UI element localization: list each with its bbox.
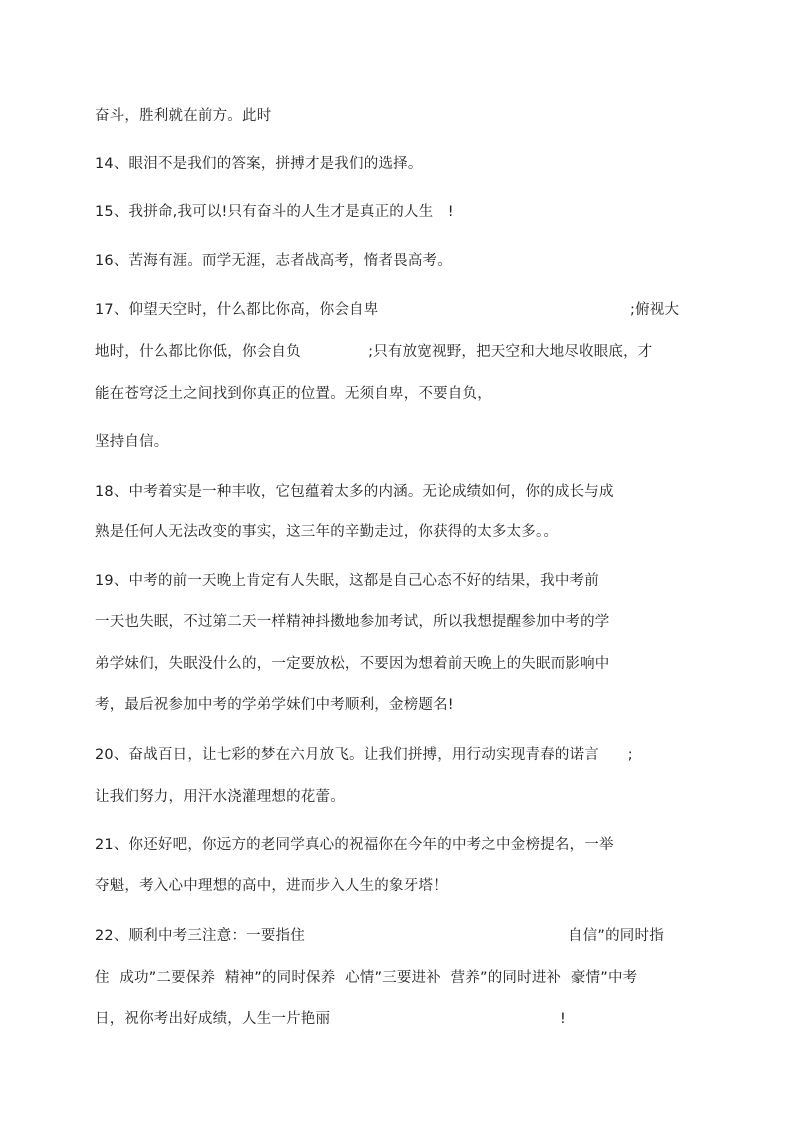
text-line-22-3: 日，祝你考出好成绩，人生一片艳丽 — [95, 1011, 331, 1027]
text-line-22-end: 自信”的同时指 — [568, 928, 664, 944]
text-line-17-3: 能在苍穹泛土之间找到你真正的位置。无须自卑，不要自负， — [95, 386, 492, 402]
text-line-20-2: 让我们努力，用汗水浇灌理想的花蕾。 — [95, 789, 345, 805]
text-line-20: 20、奋战百日，让七彩的梦在六月放飞。让我们拼搏，用行动实现青春的诺言 ; — [95, 747, 633, 763]
text-line-19-3: 弟学妹们，失眠没什么的，一定要放松，不要因为想着前天晚上的失眠而影响中 — [95, 656, 610, 672]
text-line-15: 15、我拼命,我可以!只有奋斗的人生才是真正的人生 ! — [95, 204, 454, 220]
text-line-18: 18、中考着实是一种丰收，它包蕴着太多的内涵。无论成绩如何，你的成长与成 — [95, 484, 614, 500]
text-line-22-start: 22、顺利中考三注意：一要指住 — [95, 928, 305, 944]
text-line-14: 14、眼泪不是我们的答案，拼搏才是我们的选择。 — [95, 156, 423, 172]
text-line-19-2: 一天也失眠，不过第二天一样精神抖擞地参加考试，所以我想提醒参加中考的学 — [95, 614, 610, 630]
text-line-22-3-end: ! — [560, 1011, 567, 1027]
text-line-17-start: 17、仰望天空时，什么都比你高，你会自卑 — [95, 302, 379, 318]
text-line-21: 21、你还好吧，你远方的老同学真心的祝福你在今年的中考之中金榜提名，一举 — [95, 837, 614, 853]
text-line-1: 奋斗，胜利就在前方。此时 — [95, 108, 272, 124]
text-line-22-2: 住 成功”二要保养 精神”的同时保养 心情”三要进补 营养”的同时进补 豪情”中考 — [95, 970, 638, 986]
text-line-19-4: 考，最后祝参加中考的学弟学妹们中考顺利，金榜题名! — [95, 697, 454, 713]
text-line-17-end: ;俯视大 — [630, 302, 680, 318]
text-line-19: 19、中考的前一天晚上肯定有人失眠，这都是自己心态不好的结果，我中考前 — [95, 573, 599, 589]
text-line-21-2: 夺魁，考入心中理想的高中，进而步入人生的象牙塔！ — [95, 878, 448, 894]
text-line-16: 16、苦海有涯。而学无涯，志者战高考，惰者畏高考。 — [95, 253, 452, 269]
text-line-17-2: 地时，什么都比你低，你会自负 ;只有放宽视野，把天空和大地尽收眼底，才 — [95, 344, 653, 360]
text-line-17-4: 坚持自信。 — [95, 434, 169, 450]
text-line-18-2: 熟是任何人无法改变的事实，这三年的辛勤走过，你获得的太多太多。。 — [95, 524, 559, 540]
